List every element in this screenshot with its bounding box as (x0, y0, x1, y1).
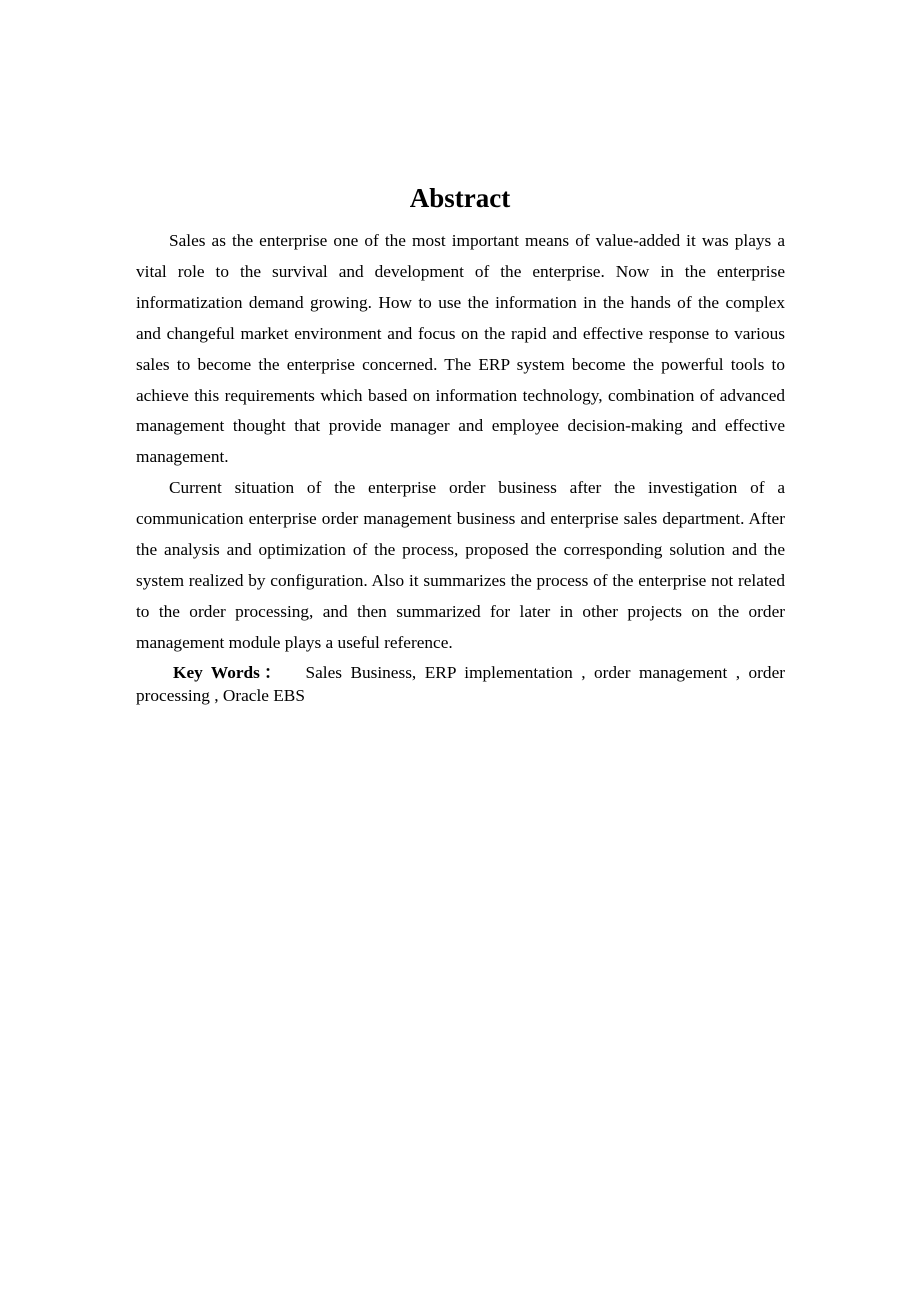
keywords-label: Key Words： (173, 662, 286, 682)
abstract-paragraph-2: Current situation of the enterprise order business after the investigation of a communication enterprise order management business and enterprise sales department. After the analysis and optimization of the process, proposed the corresponding solution and the system realized by configuration. Also it summarizes the process of the enterprise not related to the order processing, and then summarized for later in other projects on the order management module plays a useful reference. (136, 478, 785, 652)
abstract-title: Abstract (409, 183, 511, 213)
abstract-body (136, 226, 785, 707)
abstract-paragraph-1: Sales as the enterprise one of the most important means of value-added it was plays a vital role to the survival and development of the enterprise. Now in the enterprise informatization demand growing. How to use the information in the hands of the complex and changeful market environment and focus on the rapid and effective response to various sales to become the enterprise concerned. The ERP system become the powerful tools to achieve this requirements which based on information technology, combination of advanced management thought that provide manager and employee decision-making and effective management. (136, 231, 785, 467)
keywords-line (136, 661, 785, 707)
keywords-text: Sales Business, ERP implementation , order management , order processing , Oracle EBS (136, 662, 785, 705)
